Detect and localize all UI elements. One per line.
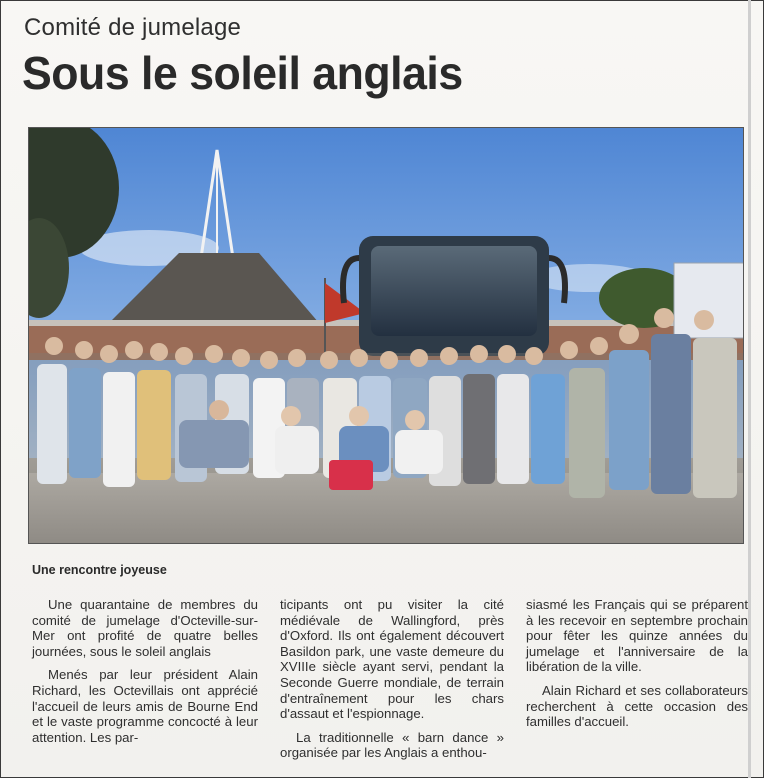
- article-column-1: [32, 597, 258, 753]
- group-photo: [28, 127, 744, 544]
- paragraph: Une quarantaine de membres du comité de jumelage d'Octeville-sur-Mer ont profité de quatre belles journées, sous le soleil anglais: [32, 597, 258, 659]
- page-edge: [748, 0, 751, 778]
- article-headline: Sous le soleil anglais: [22, 47, 463, 99]
- paragraph: Menés par leur président Alain Richard, les Octevillais ont apprécié l'accueil de leurs amis de Bourne End et le vaste programme concocté à leur attention. Les par-: [32, 667, 258, 745]
- paragraph: siasmé les Français qui se préparent à les recevoir en septembre prochain pour fêter les quinze années du jumelage et l'anniversaire de la libération de la ville.: [526, 597, 748, 675]
- paragraph: ticipants ont pu visiter la cité médiévale de Wallingford, près d'Oxford. Ils ont également découvert Basildon park, une vaste demeure du XVIIIe siècle ayant servi, pendant la Seconde Guerre mondiale, de terrain d'entraînement pour les chars d'assaut et l'espionnage.: [280, 597, 504, 722]
- photo-illustration: [29, 128, 743, 543]
- article-column-3: [526, 597, 748, 738]
- photo-caption: Une rencontre joyeuse: [32, 563, 167, 577]
- paragraph: Alain Richard et ses collaborateurs recherchent à cette occasion des familles d'accueil.: [526, 682, 748, 730]
- article-kicker: Comité de jumelage: [24, 14, 242, 41]
- paragraph: La traditionnelle « barn dance » organisée par les Anglais a enthou-: [280, 729, 504, 761]
- article-column-2: [280, 597, 504, 769]
- coach: [343, 236, 565, 356]
